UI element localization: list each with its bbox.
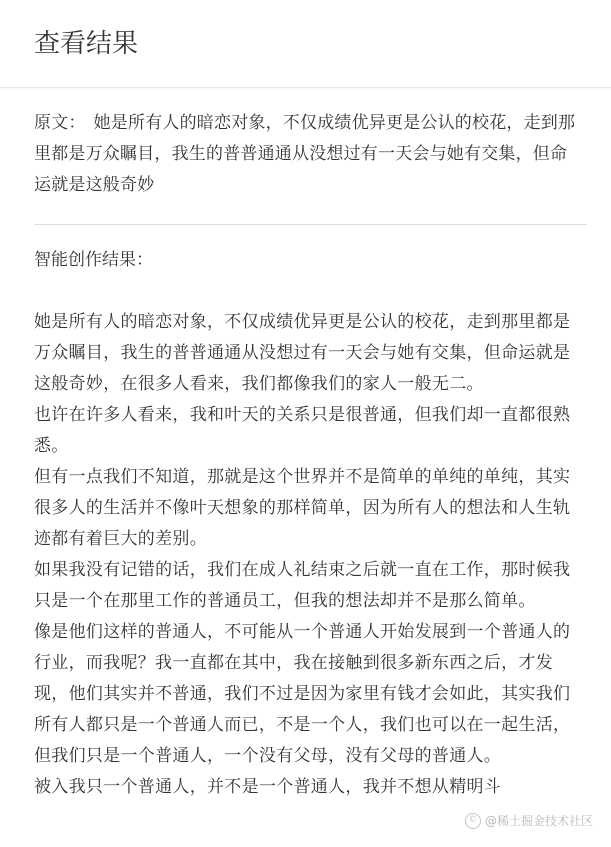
result-paragraph: 也许在许多人看来，我和叶天的关系只是很普通，但我们却一直都很熟悉。 [34,405,571,456]
result-body [34,307,579,803]
watermark-text: @稀土掘金技术社区 [484,814,593,828]
original-label: 原文： [34,113,86,133]
result-paragraph: 但有一点我们不知道，那就是这个世界并不是简单的单纯的单纯，其实很多人的生活并不像叶天想象的那样简单，因为所有人的想法和人生轨迹都有着巨大的差别。 [34,467,571,549]
result-paragraph: 她是所有人的暗恋对象，不仅成绩优异更是公认的校花，走到那里都是万众瞩目，我生的普普通通从没想过有一天会与她有交集，但命运就是这般奇妙，在很多人看来，我们都像我们的家人一般无二。 [34,312,571,394]
original-text: 她是所有人的暗恋对象，不仅成绩优异更是公认的校花，走到那里都是万众瞩目，我生的普普通通从没想过有一天会与她有交集，但命运就是这般奇妙 [34,113,576,195]
original-text-block [34,108,579,201]
watermark [465,812,593,829]
dialog-header [0,0,611,88]
page-title: 查看结果 [34,29,139,59]
result-paragraph: 如果我没有记错的话，我们在成人礼结束之后就一直在工作，那时候我只是一个在那里工作的普通员工，但我的想法却并不是那么简单。 [34,560,571,611]
result-label: 智能创作结果： [34,250,153,270]
divider [34,224,587,225]
result-paragraph: 被入我只一个普通人，并不是一个普通人，我并不想从精明斗 [34,777,502,797]
result-paragraph: 像是他们这样的普通人，不可能从一个普通人开始发展到一个普通人的行业，而我呢？我一直都在其中，我在接触到很多新东西之后，才发现，他们其实并不普通，我们不过是因为家里有钱才会如此，其实我们所有人都只是一个普通人而已，不是一个人，我们也可以在一起生活，但我们只是一个普通人，一个没有父母，没有父母的普通人。 [34,622,571,766]
copyright-icon: © [465,813,481,829]
result-content [34,108,579,803]
